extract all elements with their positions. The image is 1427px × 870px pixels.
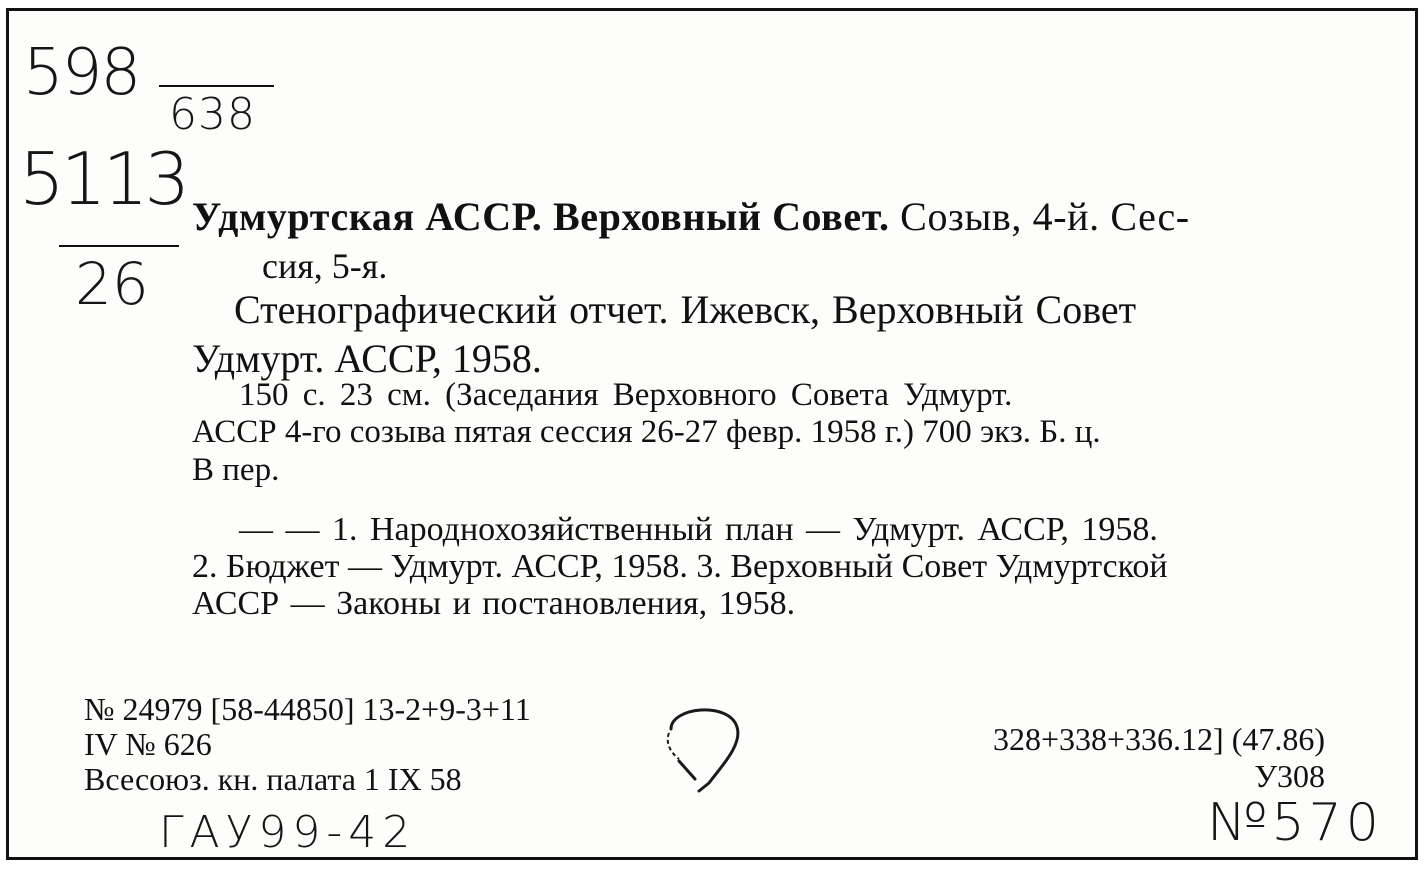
- heading-rest: Созыв, 4-й. Сес-: [900, 194, 1190, 239]
- entry-heading: [192, 194, 1190, 239]
- handwritten-inventory-left: ГАУ99-42: [159, 807, 417, 858]
- call-number-middle: 5113: [19, 137, 187, 221]
- catalog-card: [6, 8, 1418, 860]
- title-line: Стенографический отчет. Ижевск, Верховный Совет: [234, 287, 1137, 332]
- subjects-line-2: 2. Бюджет — Удмурт. АССР, 1958. 3. Верховный Совет Удмуртской: [192, 548, 1168, 585]
- record-number: № 24979 [58-44850] 13-2+9-3+11: [84, 691, 531, 727]
- physical-description-1: 150 с. 23 см. (Заседания Верховного Совета Удмурт.: [239, 377, 1013, 413]
- physical-description-2: АССР 4-го созыва пятая сессия 26-27 февр. 1958 г.) 700 экз. Б. ц.: [192, 414, 1101, 450]
- call-number-rule: [159, 85, 274, 87]
- call-number-bottom: 26: [75, 250, 149, 318]
- book-chamber: Всесоюз. кн. палата 1 IX 58: [84, 761, 462, 797]
- publisher-line: Удмурт. АССР, 1958.: [192, 336, 542, 381]
- classification-code: У308: [1254, 758, 1325, 794]
- call-number-top-right: 638: [169, 89, 256, 140]
- subjects-line-1: — — 1. Народнохозяйственный план — Удмурт. АССР, 1958.: [239, 511, 1158, 548]
- call-number-rule-2: [59, 245, 179, 247]
- heading-bold: Удмуртская АССР. Верховный Совет.: [192, 194, 890, 239]
- classification: 328+338+336.12] (47.86): [992, 721, 1325, 757]
- heading-continuation: сия, 5-я.: [262, 246, 388, 286]
- series-number: IV № 626: [84, 726, 212, 762]
- stamp-mark-icon: [649, 699, 749, 799]
- handwritten-inventory-right: №570: [1207, 793, 1383, 853]
- call-number-top-left: 598: [23, 36, 140, 110]
- physical-description-3: В пер.: [192, 452, 280, 488]
- subjects-line-3: АССР — Законы и постановления, 1958.: [192, 585, 796, 622]
